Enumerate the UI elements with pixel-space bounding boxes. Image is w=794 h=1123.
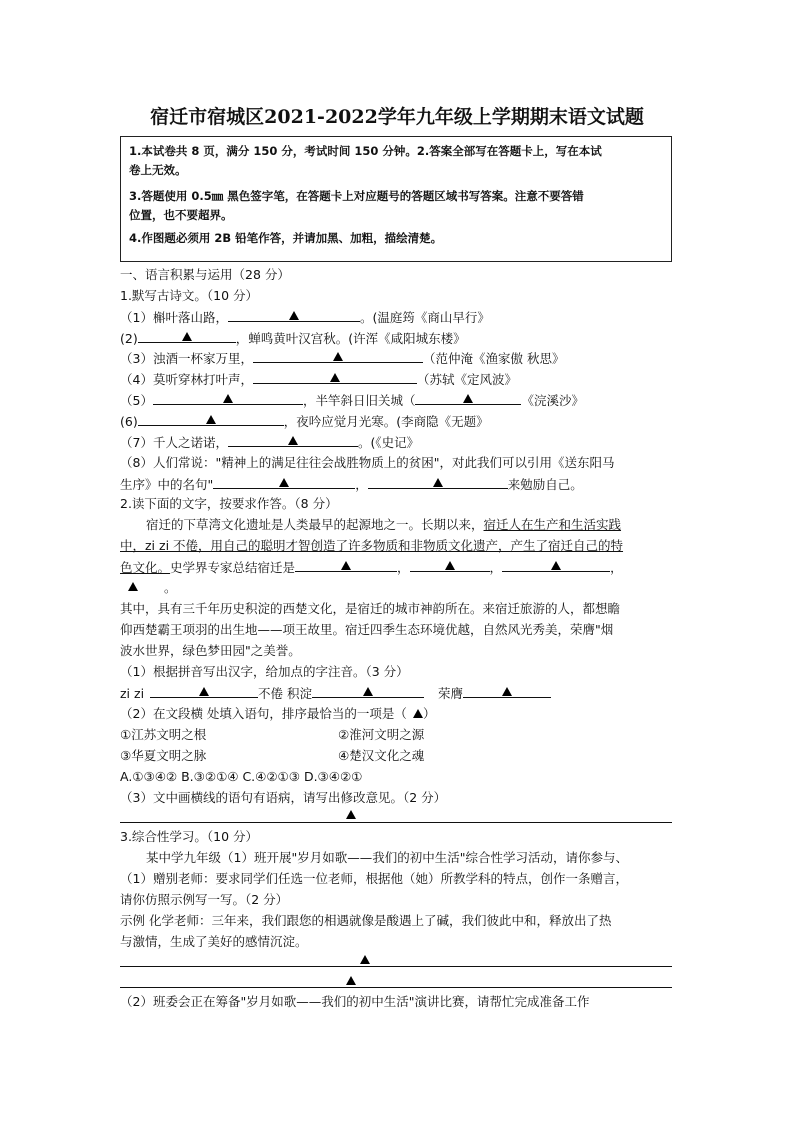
answer-marker-icon [206,415,216,424]
answer-blank[interactable] [153,391,303,405]
passage-line: 请你仿照示例写一写。（2 分） [120,892,289,907]
q1-line-8: （8）人们常说："精神上的满足往往会战胜物质上的贫困"，对此我们可以引用《送东阳马 [120,455,615,470]
answer-marker-icon [413,709,423,718]
answer-blank[interactable] [410,558,490,572]
notice-line: 卷上无效。 [129,163,187,177]
passage-line: 中，zi zi 不倦，用自己的聪明才智创造了许多物质和非物质文化遗产，产生了宿迁自己的特 [120,538,624,553]
answer-blank[interactable] [138,329,236,343]
answer-line[interactable] [120,987,672,988]
text: ， [355,477,368,492]
text: （1）槲叶落山路， [120,310,228,325]
answer-blank[interactable] [120,579,164,592]
answer-marker-icon [445,561,455,570]
answer-blank[interactable] [312,684,424,698]
notice-line: 3.答题使用 0.5㎜ 黑色签字笔，在答题卡上对应题号的答题区域书写答案。注意不要答错 [129,189,584,203]
passage-line: 某中学九年级（1）班开展"岁月如歌——我们的初中生活"综合性学习活动，请你参与、 [146,850,628,865]
text: 。(《史记》 [357,435,420,450]
answer-blank[interactable] [150,684,258,698]
answer-blank[interactable] [138,412,284,426]
passage-line [146,516,621,534]
text: (2) [120,331,138,346]
answer-marker-icon [330,373,340,382]
q1-line-7 [120,433,419,452]
sub-question: （3）文中画横线的语句有语病，请写出修改意见。（2 分） [120,790,447,805]
notice-line: 位置，也不要超界。 [129,208,233,222]
text: 宿迁的下草湾文化遗址是人类最早的起源地之一。长期以来， [146,517,484,532]
sub-question [120,705,435,723]
text: ，半竿斜日旧关城（ [302,393,416,408]
text: zi zi [120,686,145,701]
answer-blank[interactable] [228,433,358,447]
passage-line [120,579,177,597]
text: 。(温庭筠《商山早行》 [359,310,490,325]
option: ④楚汉文化之魂 [338,748,425,763]
text: ） [422,706,436,721]
q1-line-1 [120,308,490,327]
exam-notice-box [120,136,672,262]
answer-marker-icon [363,687,373,696]
text: 荣膺 [438,686,464,701]
answer-line[interactable] [120,822,672,823]
text: （苏轼《定风波》 [416,372,517,387]
passage-line: 示例 化学老师：三年来，我们跟您的相遇就像是酸遇上了碱，我们彼此中和，释放出了热 [120,913,612,928]
answer-blank[interactable] [502,558,610,572]
question-heading: 1.默写古诗文。（10 分） [120,288,259,303]
answer-marker-icon [333,352,343,361]
question-heading: 2.读下面的文字，按要求作答。（8 分） [120,496,338,511]
underlined-text: 色文化。 [120,560,171,575]
passage-line: 色文化。史学界专家总结宿迁是 ， ， ， [120,560,623,575]
text: （7）千人之诺诺， [120,435,228,450]
answer-marker-icon [279,478,289,487]
text: (6) [120,414,138,429]
passage-line: （2）班委会正在筹备"岁月如歌——我们的初中生活"演讲比赛，请帮忙完成准备工作 [120,994,590,1009]
passage-line: 波水世界，绿色梦田园"之美誉。 [120,643,301,658]
option: ①江苏文明之根 [120,727,207,742]
text: 来勉励自己。 [507,477,583,492]
answer-marker-icon [360,955,370,964]
answer-marker-icon [346,810,356,819]
answer-marker-icon [182,332,192,341]
answer-marker-icon [341,561,351,570]
passage-line: 仰西楚霸王项羽的出生地——项王故里。宿迁四季生态环境优越，自然风光秀美，荣膺"烟 [120,622,614,637]
text: ，夜吟应觉月光寒。(李商隐《无题》 [283,414,489,429]
sub-question: （1）根据拼音写出汉字，给加点的字注音。（3 分） [120,664,409,679]
answer-marker-icon [433,478,443,487]
answer-marker-icon [289,311,299,320]
section-heading: 一、语言积累与运用（28 分） [120,267,290,282]
question-heading: 3.综合性学习。（10 分） [120,829,259,844]
text: （4）莫听穿林打叶声， [120,372,253,387]
answer-marker-icon [502,687,512,696]
answer-blank[interactable] [228,308,360,322]
text: 《浣溪沙》 [521,393,584,408]
option: ③华夏文明之脉 [120,748,207,763]
text: （5） [120,393,153,408]
option: ②淮河文明之源 [338,727,425,742]
text: 史学界专家总结宿迁是 [170,560,296,575]
answer-blank[interactable] [213,475,355,489]
q1-line-5 [120,391,584,410]
pinyin-line [120,684,551,703]
answer-blank[interactable] [295,558,397,572]
answer-blank[interactable] [415,391,521,405]
passage-line: 与激情，生成了美好的感情沉淀。 [120,934,308,949]
q1-line-9 [120,475,583,494]
answer-marker-icon [551,561,561,570]
answer-marker-icon [223,394,233,403]
passage-line: （1）赠别老师：要求同学们任选一位老师，根据他（她）所教学科的特点，创作一条赠言， [120,871,628,886]
text: 不倦 积淀 [258,686,313,701]
text: （2）在文段横 处填入语句，排序最恰当的一项是（ [120,706,407,721]
answer-marker-icon [346,976,356,985]
answer-marker-icon [463,394,473,403]
answer-line[interactable] [120,966,672,967]
answer-marker-icon [288,436,298,445]
text: ，蝉鸣黄叶汉宫秋。(许浑《咸阳城东楼》 [235,331,466,346]
notice-line: 4.作图题必须用 2B 铅笔作答，并请加黑、加粗，描绘清楚。 [129,231,443,245]
answer-marker-icon [128,582,138,591]
answer-marker-icon [199,687,209,696]
page-title: 宿迁市宿城区2021-2022学年九年级上学期期末语文试题 [150,106,644,128]
answer-blank[interactable] [253,370,417,384]
answer-blank[interactable] [253,349,423,363]
text: （3）浊酒一杯家万里， [120,351,253,366]
q1-line-2 [120,329,466,348]
q1-line-6 [120,412,489,431]
q1-line-3 [120,349,564,368]
q1-line-4 [120,370,517,389]
text: （范仲淹《渔家傲 秋思》 [422,351,565,366]
notice-line: 1.本试卷共 8 页，满分 150 分，考试时间 150 分钟。2.答案全部写在答题卡上，写在本试 [129,144,602,158]
text: 。 [164,580,177,595]
passage-line: 其中，具有三千年历史积淀的西楚文化，是宿迁的城市神韵所在。来宿迁旅游的人，都想瞻 [120,601,621,616]
choices: A.①③④② B.③②①④ C.④②①③ D.③④②① [120,769,363,784]
answer-blank[interactable] [463,684,551,698]
answer-blank[interactable] [368,475,508,489]
underlined-text: 宿迁人在生产和生活实践 [483,517,622,532]
text: 生序》中的名句" [120,477,214,492]
